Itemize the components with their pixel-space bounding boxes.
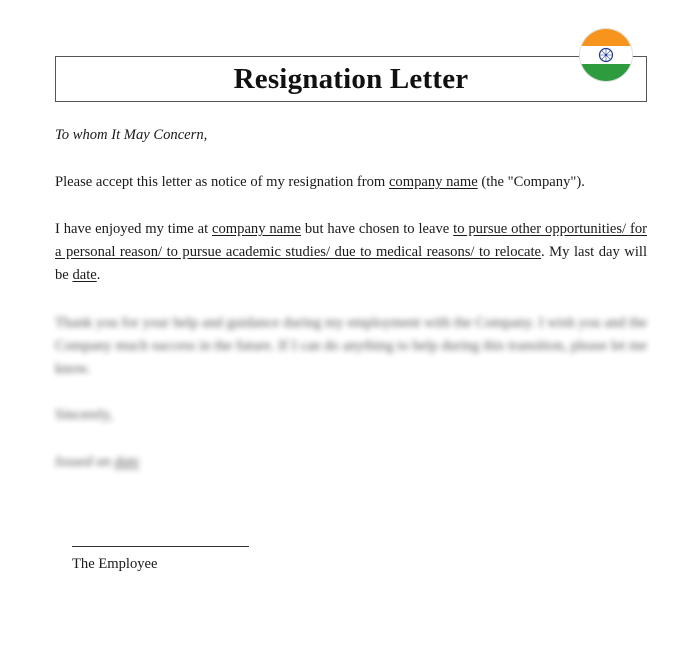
issued-on-blurred (55, 451, 647, 474)
company-name-placeholder: company name (388, 174, 478, 190)
p2-text-after: . My last day will be (55, 244, 647, 283)
signature-line (72, 546, 249, 547)
p2-text-mid: but have chosen to leave (301, 221, 454, 237)
p2-text: I have enjoyed my time at (55, 221, 213, 237)
company-name-placeholder: company name (212, 221, 301, 237)
paragraph-thanks-blurred: Thank you for your help and guidance during my employment with the Company. I wish you and the Company much success in the future. If I can do anything to help during this transition, please let me know. (55, 315, 647, 377)
india-flag-icon (579, 28, 633, 82)
reason-options: to pursue other opportunities/ for a personal reason/ to pursue academic studies/ due to medical reasons/ to relocate (55, 221, 647, 260)
issued-prefix: Issued on (55, 454, 115, 470)
ashoka-chakra-icon (598, 47, 614, 63)
p1-text: Please accept this letter as notice of my resignation from (55, 174, 389, 190)
signature-name: The Employee (72, 556, 158, 572)
salutation: To whom It May Concern, (55, 127, 208, 143)
flag-saffron-band (580, 29, 632, 46)
flag-green-band (580, 64, 632, 81)
paragraph-reason (55, 218, 647, 287)
p2-text-end: . (96, 267, 101, 283)
page-title: Resignation Letter (233, 62, 469, 95)
p1-text-end: (the "Company"). (477, 174, 585, 190)
date-placeholder: date (72, 267, 97, 283)
paragraph-notice (55, 171, 647, 194)
closing-blurred: Sincerely, (55, 407, 113, 423)
issued-date-placeholder: date (114, 454, 140, 470)
title-box (55, 56, 647, 102)
